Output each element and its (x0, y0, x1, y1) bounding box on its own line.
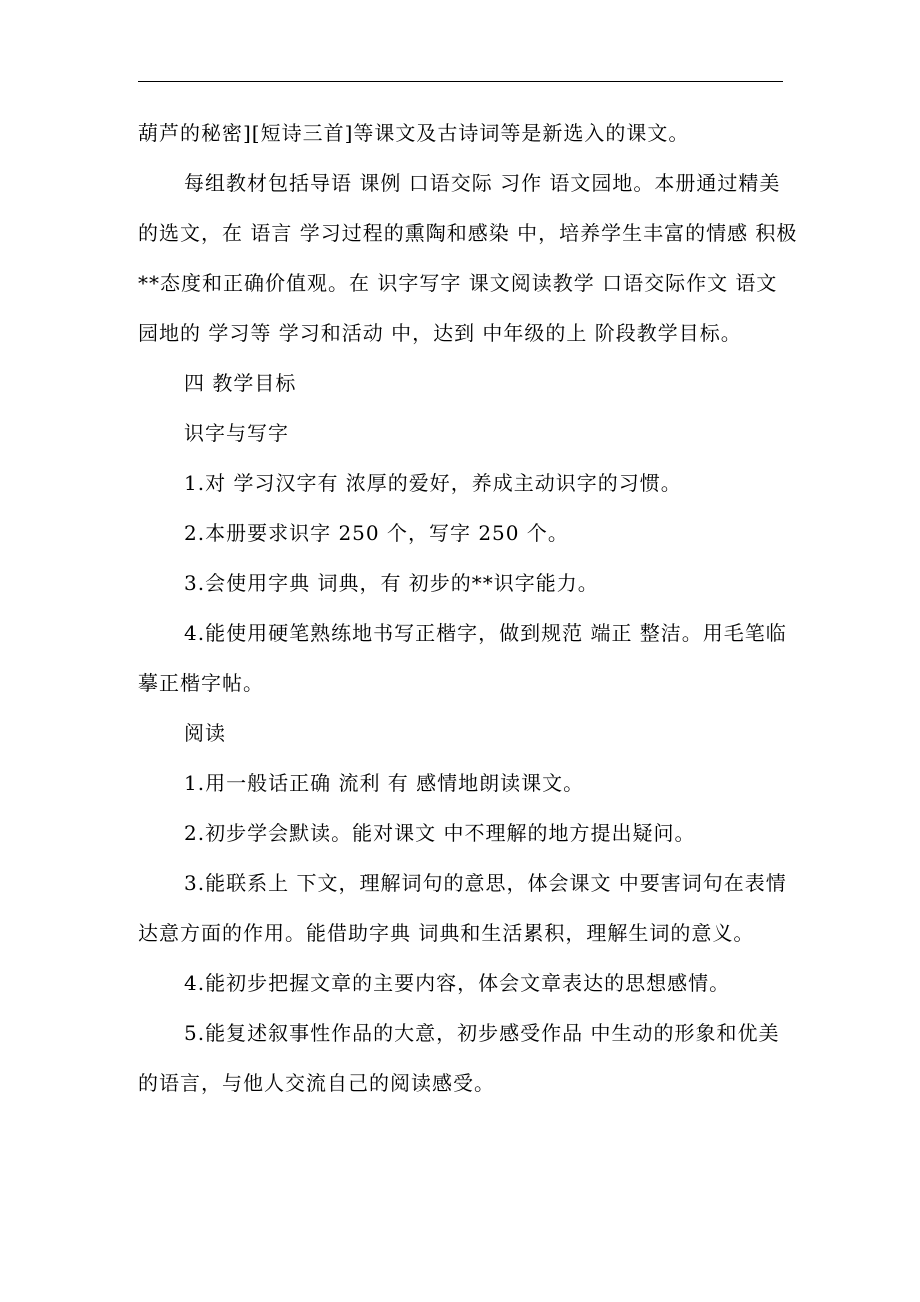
list-item-literacy-2: 2.本册要求识字 250 个，写字 250 个。 (184, 521, 569, 545)
list-item-reading-2: 2.初步学会默读。能对课文 中不理解的地方提出疑问。 (184, 821, 696, 845)
section-heading-objectives: 四 教学目标 (184, 371, 297, 395)
header-rule (138, 81, 783, 82)
list-item-reading-1: 1.用一般话正确 流利 有 感情地朗读课文。 (184, 771, 585, 795)
subheading-reading: 阅读 (184, 721, 226, 745)
list-item-reading-5: 5.能复述叙事性作品的大意，初步感受作品 中生动的形象和优美的语言，与他人交流自己的阅读感受。 (138, 1021, 780, 1095)
list-item-literacy-1: 1.对 学习汉字有 浓厚的爱好，养成主动识字的习惯。 (184, 471, 682, 495)
list-item-literacy-4: 4.能使用硬笔熟练地书写正楷字，做到规范 端正 整洁。用毛笔临摹正楷字帖。 (138, 621, 787, 695)
document-body (138, 108, 798, 1108)
paragraph-continuation: 葫芦的秘密][短诗三首]等课文及古诗词等是新选入的课文。 (138, 121, 690, 145)
list-item-literacy-3: 3.会使用字典 词典，有 初步的**识字能力。 (184, 571, 599, 595)
list-item-reading-4: 4.能初步把握文章的主要内容，体会文章表达的思想感情。 (184, 971, 731, 995)
subheading-literacy: 识字与写字 (184, 421, 289, 445)
list-item-reading-3: 3.能联系上 下文，理解词句的意思，体会课文 中要害词句在表情达意方面的作用。能借助字典 词典和生活累积，理解生词的意义。 (138, 871, 787, 945)
paragraph-overview: 每组教材包括导语 课例 口语交际 习作 语文园地。本册通过精美的选文，在 语言 学习过程的熏陶和感染 中，培养学生丰富的情感 积极**态度和正确价值观。在 识字写字 课文阅读教学 口语交际作文 语文园地的 学习等 学习和活动 中，达到 中年级的上 阶段教学目标。 (138, 171, 798, 345)
